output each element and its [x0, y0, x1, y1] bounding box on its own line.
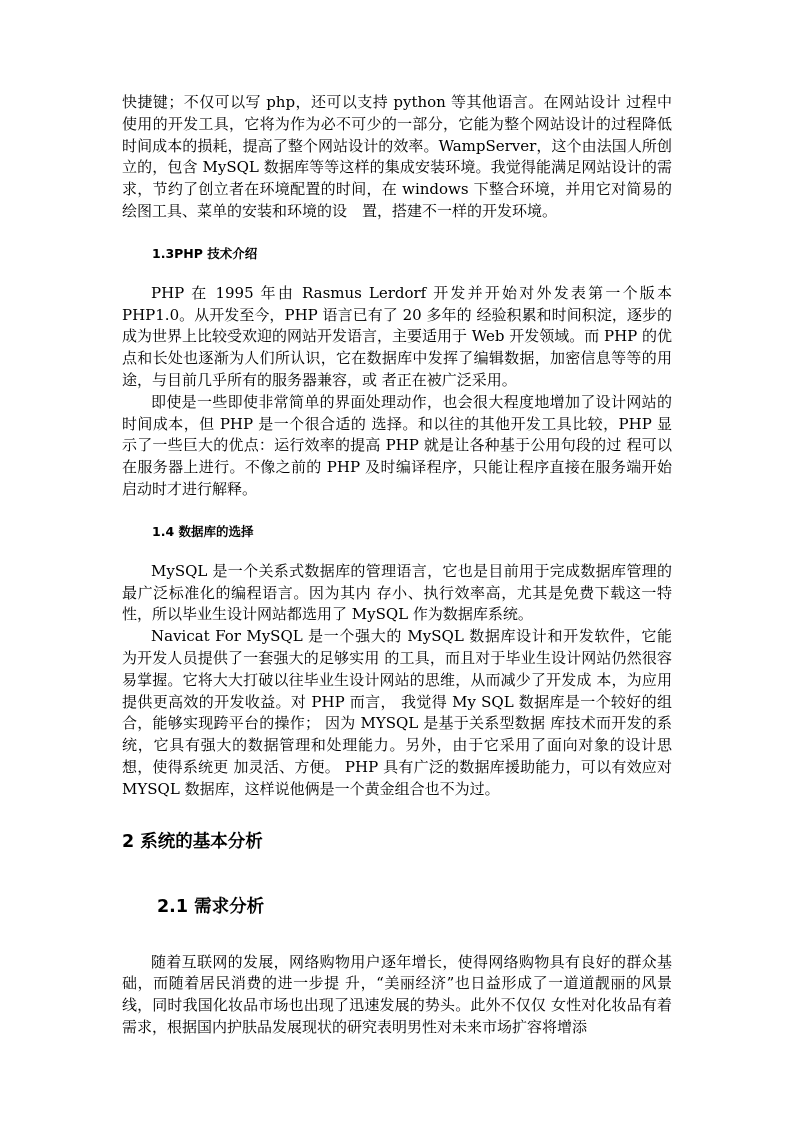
section-2-1-paragraph-1: 随着互联网的发展，网络购物用户逐年增长，使得网络购物具有良好的群众基础，而随着居民消费的进一步提 升，“美丽经济”也日益形成了一道道靓丽的风景线，同时我国化妆品市场也出现了迅速发展的势头。此外不仅仅 女性对化妆品有着需求，根据国内护肤品发展现状的研究表明男性对未来市场扩容将增添	[122, 952, 672, 1036]
section-1-4-paragraph-1: MySQL 是一个关系式数据库的管理语言，它也是目前用于完成数据库管理的最广泛标准化的编程语言。因为其内 存小、执行效率高，尤其是免费下载这一特性，所以毕业生设计网站都选用了 MySQL 作为数据库系统。	[122, 561, 672, 624]
continuation-paragraph: 快捷键；不仅可以写 php，还可以支持 python 等其他语言。在网站设计 过程中使用的开发工具，它将为作为必不可少的一部分，它能为整个网站设计的过程降低时间成本的损耗，提高了整个网站设计的效率。WampServer，这个由法国人所创立的，包含 MySQL 数据库等等这样的集成安装环境。我觉得能满足网站设计的需 求，节约了创立者在环境配置的时间，在 windows 下整合环境，并用它对简易的绘图工具、菜单的安装和环境的设 置，搭建不一样的开发环境。	[122, 93, 672, 220]
chapter-2-heading: 2 系统的基本分析	[122, 831, 263, 852]
section-1-3-paragraph-2: 即使是一些即使非常简单的界面处理动作，也会很大程度地增加了设计网站的时间成本，但 PHP 是一个很合适的 选择。和以往的其他开发工具比较，PHP 显示了一些巨大的优点：运行效率的提高 PHP 就是让各种基于公用句段的过 程可以在服务器上进行。不像之前的 PHP 及时编译程序，只能让程序直接在服务端开始启动时才进行解释。	[122, 392, 672, 498]
document-page	[122, 92, 672, 1039]
section-1-3-paragraph-1: PHP 在 1995 年由 Rasmus Lerdorf 开发并开始对外发表第一个版本 PHP1.0。从开发至今，PHP 语言已有了 20 多年的 经验积累和时间积淀，逐步的成为世界上比较受欢迎的网站开发语言，主要适用于 Web 开发领域。而 PHP 的优点和长处也逐渐为人们所认识，它在数据库中发挥了编辑数据，加密信息等等的用途，与目前几乎所有的服务器兼容，或 者正在被广泛采用。	[122, 283, 673, 389]
section-1-4-heading: 1.4 数据库的选择	[152, 523, 254, 539]
section-1-4-paragraph-2: Navicat For MySQL 是一个强大的 MySQL 数据库设计和开发软件，它能为开发人员提供了一套强大的足够实用 的工具，而且对于毕业生设计网站仍然很容易掌握。它将大大打破以往毕业生设计网站的思维，从而减少了开发成 本，为应用提供更高效的开发收益。对 PHP 而言， 我觉得 My SQL 数据库是一个较好的组合，能够实现跨平台的操作； 因为 MYSQL 是基于关系型数据 库技术而开发的系统，它具有强大的数据管理和处理能力。另外，由于它采用了面向对象的设计思想，使得系统更 加灵活、方便。 PHP 具有广泛的数据库援助能力，可以有效应对 MYSQL 数据库，这样说他俩是一个黄金组合也不为过。	[122, 627, 672, 798]
section-1-3-heading: 1.3PHP 技术介绍	[152, 245, 258, 261]
section-2-1-heading: 2.1 需求分析	[157, 896, 265, 917]
